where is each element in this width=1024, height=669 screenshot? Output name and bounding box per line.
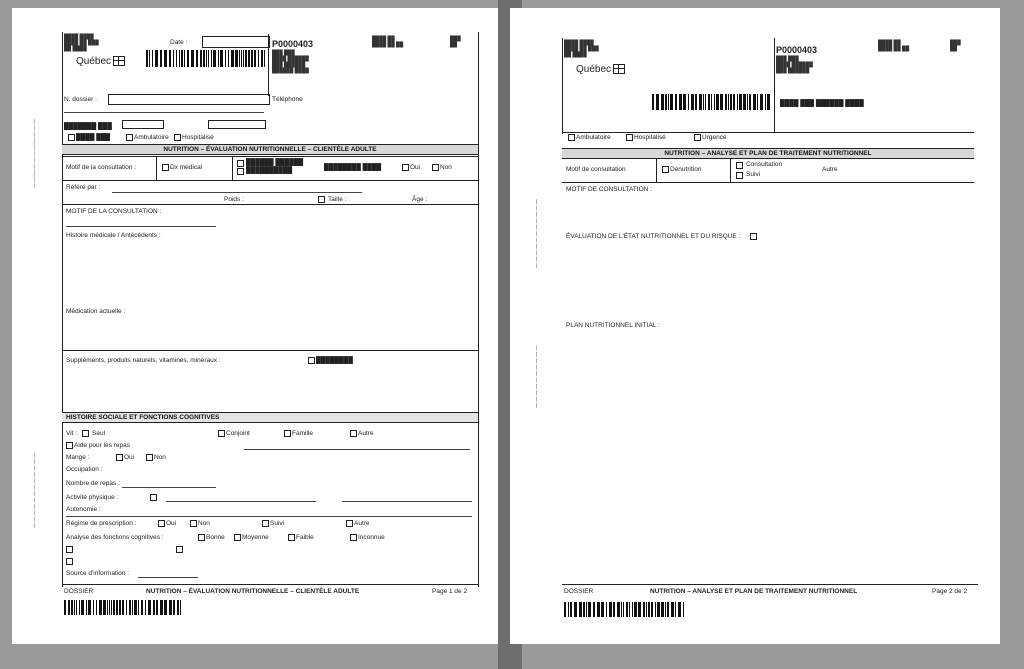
barcode-bar xyxy=(261,50,263,67)
type-opt-2: Hospitalisé xyxy=(634,134,666,141)
history-label: MOTIF DE LA CONSULTATION : xyxy=(66,208,162,215)
living-opt-3: Famille xyxy=(292,430,313,437)
barcode-bar xyxy=(116,600,118,615)
barcode-bar xyxy=(613,602,615,617)
barcode-bar xyxy=(695,94,697,110)
margin-text: — — — — — — — — — — xyxy=(534,345,540,408)
barcode-bar xyxy=(747,94,748,110)
barcode-bar xyxy=(76,600,77,615)
opt-2-label: Consultation xyxy=(746,161,783,168)
living-opt-1: Seul xyxy=(92,430,106,437)
option-1-label: Dx médical xyxy=(170,164,203,171)
cog-opt-4-checkbox[interactable] xyxy=(350,534,357,541)
barcode-bar xyxy=(688,94,689,110)
form-title: NUTRITION – ANALYSE ET PLAN DE TRAITEMENT NUTRITIONNEL xyxy=(664,150,872,157)
barcode-bar xyxy=(164,600,167,615)
diet-label: Régime de prescription : xyxy=(66,520,137,527)
diet-opt-2-checkbox[interactable] xyxy=(190,520,197,527)
barcode-bar xyxy=(177,600,179,615)
header-barcode xyxy=(146,50,266,67)
barcode-bar xyxy=(81,600,84,615)
barcode-bar xyxy=(716,94,719,110)
barcode-bar xyxy=(657,602,660,617)
barcode-bar xyxy=(160,600,163,615)
barcode-bar xyxy=(671,602,674,617)
hospitalized-label: Hospitalisé xyxy=(182,134,214,141)
activity-label: Activité physique : xyxy=(66,494,119,501)
activity-checkbox[interactable] xyxy=(150,494,157,501)
reason-label: Motif de la consultation : xyxy=(66,164,137,171)
document-page-2 xyxy=(510,8,1000,644)
footer-title: NUTRITION – ANALYSE ET PLAN DE TRAITEMENT NUTRITIONNEL xyxy=(650,588,858,595)
occupation-label: Occupation : xyxy=(66,466,103,473)
barcode-bar xyxy=(656,94,659,110)
barcode-bar xyxy=(730,94,732,110)
height-label: Taille : xyxy=(328,196,347,203)
cog-opt-2: Moyenne xyxy=(242,534,269,541)
barcode-bar xyxy=(621,602,622,617)
barcode-bar xyxy=(86,600,87,615)
option-2-label: ██████ ██████ ██████████ xyxy=(246,159,304,174)
field-b[interactable] xyxy=(208,120,266,129)
barcode-bar xyxy=(579,602,582,617)
supplements-opt: ████████ xyxy=(316,357,353,364)
address-label: ███████ ███ xyxy=(64,123,112,130)
living-label: Vit : xyxy=(66,430,78,437)
age-label: Âge : xyxy=(412,196,428,203)
barcode-bar xyxy=(208,50,209,67)
barcode-bar xyxy=(129,600,131,615)
barcode-bar xyxy=(593,602,595,617)
barcode-bar xyxy=(749,94,751,110)
diet-opt-4-checkbox[interactable] xyxy=(346,520,353,527)
hospital-checkbox[interactable] xyxy=(68,134,75,141)
barcode-bar xyxy=(74,600,75,615)
patient-number: P0000403 xyxy=(776,45,818,55)
header-code: ████ ██ ████ ██ ██ xyxy=(372,36,404,48)
barcode-bar xyxy=(103,600,106,615)
eats-no-checkbox[interactable] xyxy=(146,454,153,461)
cog-opt-3-checkbox[interactable] xyxy=(288,534,295,541)
living-opt-3-checkbox[interactable] xyxy=(284,430,291,437)
barcode-bar xyxy=(146,50,148,67)
header-flag: ███ ██ xyxy=(450,36,461,48)
barcode-bar xyxy=(191,50,194,67)
option-2-checkbox[interactable] xyxy=(237,160,244,167)
barcode-bar xyxy=(254,50,256,67)
diet-opt-1: Oui xyxy=(166,520,177,527)
eats-yes-checkbox[interactable] xyxy=(116,454,123,461)
barcode-bar xyxy=(623,602,624,617)
opt-3-label: Suivi xyxy=(746,171,761,178)
barcode-bar xyxy=(258,50,259,67)
cog-opt-4: Inconnue xyxy=(358,534,385,541)
barcode-bar xyxy=(743,94,746,110)
living-opt-4: Autre xyxy=(358,430,374,437)
barcode-bar xyxy=(107,600,108,615)
barcode-bar xyxy=(245,50,247,67)
barcode-bar xyxy=(609,602,612,617)
yes-label: Oui xyxy=(410,164,421,171)
barcode-bar xyxy=(119,600,121,615)
barcode-bar xyxy=(708,94,710,110)
margin-text: — — — — — — — — — — — — xyxy=(32,452,38,528)
diet-opt-4: Autre xyxy=(354,520,370,527)
opt-2-checkbox[interactable] xyxy=(736,162,743,169)
barcode-bar xyxy=(737,94,738,110)
extra-checkbox-3[interactable] xyxy=(66,558,73,565)
barcode-bar xyxy=(181,50,183,67)
barcode-bar xyxy=(753,94,756,110)
barcode-bar xyxy=(643,602,645,617)
type-opt-3: Urgence xyxy=(702,134,727,141)
barcode-bar xyxy=(665,602,666,617)
supplements-label: Suppléments, produits naturels, vitamines, minéraux : xyxy=(66,357,221,364)
barcode-bar xyxy=(661,602,664,617)
header-text: ████ ███ ██████ ████ xyxy=(780,100,864,107)
date-field[interactable] xyxy=(202,36,270,48)
barcode-bar xyxy=(243,50,244,67)
barcode-bar xyxy=(99,600,102,615)
barcode-bar xyxy=(638,602,641,617)
barcode-bar xyxy=(711,94,712,110)
extra-checkbox-2[interactable] xyxy=(176,546,183,553)
barcode-bar xyxy=(184,50,185,67)
barcode-bar xyxy=(122,600,124,615)
type-opt-3-checkbox[interactable] xyxy=(694,134,701,141)
field-a[interactable] xyxy=(122,120,164,129)
barcode-bar xyxy=(235,50,238,67)
hospitalized-checkbox[interactable] xyxy=(174,134,181,141)
patient-address: ███ ███ ████ ██████ ███ ██████ ██████ ████ xyxy=(272,50,309,74)
barcode-bar xyxy=(132,600,133,615)
barcode-bar xyxy=(601,602,604,617)
barcode-bar xyxy=(141,600,143,615)
barcode-bar xyxy=(683,602,684,617)
barcode-bar xyxy=(145,600,146,615)
barcode-bar xyxy=(679,94,682,110)
plan-section: PLAN NUTRITIONNEL INITIAL : xyxy=(566,322,660,329)
header-flag: ███ ██ xyxy=(950,40,961,52)
barcode-bar xyxy=(632,602,633,617)
form-title: NUTRITION – ÉVALUATION NUTRITIONNELLE – CLIENTÈLE ADULTE xyxy=(163,146,377,153)
quebec-logo: Québec xyxy=(76,56,125,67)
diet-opt-3: Suivi xyxy=(270,520,285,527)
name-field[interactable] xyxy=(108,94,270,105)
barcode-bar xyxy=(699,94,702,110)
ambulatory-checkbox[interactable] xyxy=(126,134,133,141)
flag-icon xyxy=(613,64,625,74)
assessment-checkbox[interactable] xyxy=(750,233,757,240)
footer-barcode xyxy=(564,602,688,617)
flag-icon xyxy=(113,56,125,66)
barcode-bar xyxy=(156,600,158,615)
social-title: HISTOIRE SOCIALE ET FONCTIONS COGNITIVES xyxy=(66,414,220,421)
barcode-bar xyxy=(155,50,158,67)
phone-label: Téléphone xyxy=(272,96,303,103)
hospital-label: ████ ███ xyxy=(76,134,111,141)
barcode-bar xyxy=(164,50,167,67)
living-opt-2-checkbox[interactable] xyxy=(218,430,225,437)
barcode-bar xyxy=(68,600,70,615)
barcode-bar xyxy=(568,602,569,617)
barcode-bar xyxy=(648,602,650,617)
barcode-bar xyxy=(211,50,212,67)
measured-checkbox[interactable] xyxy=(318,196,325,203)
barcode-bar xyxy=(200,50,202,67)
footer-barcode xyxy=(64,600,184,615)
barcode-bar xyxy=(109,600,110,615)
autonomy-label: Autonomie : xyxy=(66,506,101,513)
barcode-bar xyxy=(239,50,240,67)
no-checkbox[interactable] xyxy=(432,164,439,171)
footer-page: Page 1 de 2 xyxy=(432,588,468,595)
reason-section: MOTIF DE CONSULTATION : xyxy=(566,186,652,193)
medication-label: Médication actuelle : xyxy=(66,308,126,315)
referred-by-label: Référé par : xyxy=(66,184,101,191)
barcode-bar xyxy=(675,602,676,617)
option-3-checkbox[interactable] xyxy=(237,168,244,175)
barcode-bar xyxy=(148,600,151,615)
diet-opt-2: Non xyxy=(198,520,210,527)
barcode-bar xyxy=(213,50,216,67)
type-opt-2-checkbox[interactable] xyxy=(626,134,633,141)
barcode-bar xyxy=(767,94,770,110)
type-opt-1-checkbox[interactable] xyxy=(568,134,575,141)
consult-label: ████████ ████ xyxy=(324,164,382,171)
margin-text: — — — — — — — — — — — xyxy=(32,119,38,188)
barcode-bar xyxy=(714,94,715,110)
section-title-band xyxy=(62,144,478,155)
help-checkbox[interactable] xyxy=(66,442,73,449)
opt-1-label: Dénutrition xyxy=(670,166,702,173)
barcode-bar xyxy=(670,94,673,110)
barcode-bar xyxy=(64,600,66,615)
barcode-bar xyxy=(96,600,97,615)
medical-history-label: Histoire médicale / Antécédents : xyxy=(66,232,161,239)
barcode-bar xyxy=(111,600,112,615)
barcode-bar xyxy=(725,94,727,110)
barcode-bar xyxy=(248,50,250,67)
barcode-bar xyxy=(652,94,654,110)
barcode-bar xyxy=(626,602,628,617)
barcode-bar xyxy=(179,50,180,67)
opt-3-checkbox[interactable] xyxy=(736,172,743,179)
living-opt-4-checkbox[interactable] xyxy=(350,430,357,437)
barcode-bar xyxy=(152,50,153,67)
option-1-checkbox[interactable] xyxy=(162,164,169,171)
reason-label: Motif de consultation xyxy=(566,166,626,173)
barcode-bar xyxy=(665,94,667,110)
weight-label: Poids : xyxy=(224,196,244,203)
diet-opt-1-checkbox[interactable] xyxy=(158,520,165,527)
barcode-bar xyxy=(629,602,630,617)
barcode-bar xyxy=(180,600,181,615)
barcode-bar xyxy=(241,50,242,67)
barcode-bar xyxy=(703,94,704,110)
eats-no: Non xyxy=(154,454,166,461)
cognitive-label: Analyse des fonctions cognitives : xyxy=(66,534,164,541)
barcode-bar xyxy=(225,50,226,67)
barcode-bar xyxy=(667,602,669,617)
no-label: Non xyxy=(440,164,452,171)
cog-opt-1-checkbox[interactable] xyxy=(198,534,205,541)
header-barcode xyxy=(652,94,772,110)
barcode-bar xyxy=(153,600,155,615)
barcode-bar xyxy=(169,600,172,615)
extra-checkbox-1[interactable] xyxy=(66,546,73,553)
barcode-bar xyxy=(705,94,706,110)
barcode-bar xyxy=(160,50,162,67)
barcode-bar xyxy=(196,50,198,67)
barcode-bar xyxy=(583,602,585,617)
barcode-bar xyxy=(634,602,637,617)
barcode-bar xyxy=(203,50,205,67)
barcode-bar xyxy=(113,600,115,615)
barcode-bar xyxy=(173,600,175,615)
barcode-bar xyxy=(720,94,723,110)
institution-text: ████ ████ ████ ██ ███ ██ ████ xyxy=(64,34,99,52)
barcode-bar xyxy=(570,602,572,617)
footer-code: DOSSIER xyxy=(64,588,94,595)
barcode-bar xyxy=(220,50,223,67)
cog-opt-1: Bonne xyxy=(206,534,225,541)
barcode-bar xyxy=(588,602,591,617)
barcode-bar xyxy=(597,602,600,617)
diet-opt-3-checkbox[interactable] xyxy=(262,520,269,527)
barcode-bar xyxy=(187,50,189,67)
barcode-bar xyxy=(173,50,174,67)
living-opt-1-checkbox[interactable] xyxy=(82,430,89,437)
social-band xyxy=(62,412,478,423)
barcode-bar xyxy=(71,600,73,615)
barcode-bar xyxy=(149,50,150,67)
other-label: Autre xyxy=(822,166,838,173)
margin-text: — — — — — — — — — — — xyxy=(534,199,540,268)
barcode-bar xyxy=(138,600,139,615)
barcode-bar xyxy=(228,50,229,67)
barcode-bar xyxy=(733,94,735,110)
barcode-bar xyxy=(668,94,669,110)
source-label: Source d'information : xyxy=(66,570,130,577)
barcode-bar xyxy=(126,600,127,615)
barcode-bar xyxy=(251,50,253,67)
footer-title: NUTRITION – ÉVALUATION NUTRITIONNELLE – CLIENTÈLE ADULTE xyxy=(146,588,360,595)
type-opt-1: Ambulatoire xyxy=(576,134,611,141)
ambulatory-label: Ambulatoire xyxy=(134,134,169,141)
barcode-bar xyxy=(728,94,729,110)
barcode-bar xyxy=(739,94,742,110)
barcode-bar xyxy=(683,94,686,110)
patient-address: ███ ███ ████ ██████ ███ ██████ xyxy=(776,56,813,74)
barcode-bar xyxy=(617,602,620,617)
barcode-bar xyxy=(757,94,758,110)
barcode-bar xyxy=(646,602,647,617)
barcode-bar xyxy=(691,94,694,110)
assessment-section: ÉVALUATION DE L'ÉTAT NUTRITIONNEL ET DU RISQUE : xyxy=(566,233,741,240)
supplements-checkbox[interactable] xyxy=(308,357,315,364)
barcode-bar xyxy=(760,94,763,110)
opt-1-checkbox[interactable] xyxy=(662,166,669,173)
footer-code: DOSSIER xyxy=(564,588,594,595)
barcode-bar xyxy=(169,50,171,67)
barcode-bar xyxy=(678,602,681,617)
eats-label: Mange : xyxy=(66,454,90,461)
barcode-bar xyxy=(651,602,653,617)
living-opt-2: Conjoint xyxy=(226,430,250,437)
help-label: Aide pour les repas xyxy=(74,442,131,449)
document-page-1 xyxy=(12,8,498,644)
barcode-bar xyxy=(79,600,80,615)
cog-opt-3: Faible xyxy=(296,534,314,541)
barcode-bar xyxy=(574,602,577,617)
barcode-bar xyxy=(88,600,91,615)
barcode-bar xyxy=(765,94,766,110)
barcode-bar xyxy=(134,600,137,615)
cog-opt-2-checkbox[interactable] xyxy=(234,534,241,541)
barcode-bar xyxy=(176,50,177,67)
eats-yes: Oui xyxy=(124,454,135,461)
barcode-bar xyxy=(564,602,566,617)
barcode-bar xyxy=(206,50,207,67)
barcode-bar xyxy=(231,50,234,67)
barcode-bar xyxy=(661,94,664,110)
barcode-bar xyxy=(218,50,219,67)
name-label: N. dossier : xyxy=(64,96,97,103)
barcode-bar xyxy=(655,602,656,617)
quebec-logo: Québec xyxy=(576,64,625,75)
barcode-bar xyxy=(264,50,265,67)
yes-checkbox[interactable] xyxy=(402,164,409,171)
institution-text: ████ ████ ████ ██ ███ ██ ████ xyxy=(564,40,599,58)
date-label: Date : xyxy=(170,39,188,46)
patient-number: P0000403 xyxy=(272,39,314,49)
barcode-bar xyxy=(586,602,587,617)
meals-label: Nombre de repas : xyxy=(66,480,120,487)
footer-page: Page 2 de 2 xyxy=(932,588,968,595)
barcode-bar xyxy=(606,602,607,617)
header-code: ████ ██ ████ ██ ██ xyxy=(878,40,910,52)
barcode-bar xyxy=(675,94,677,110)
barcode-bar xyxy=(93,600,94,615)
